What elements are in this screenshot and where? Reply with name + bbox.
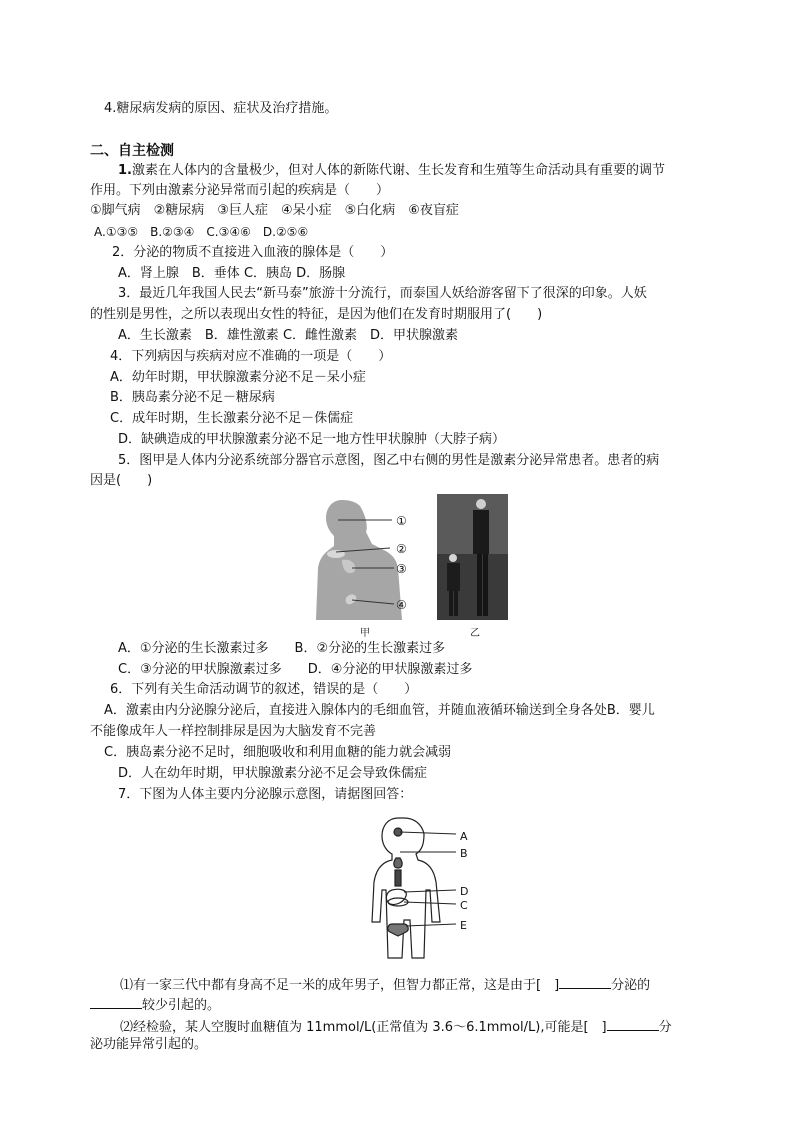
q6-option-a: A．激素由内分泌腺分泌后，直接进入腺体内的毛细血管，并随血液循环输送到全身各处B．婴儿 bbox=[104, 703, 655, 718]
q7-sub1-line1 bbox=[120, 974, 650, 995]
q1-stem-text: 激素在人体内的含量极少，但对人体的新陈代谢、生长发育和生殖等生命活动具有重要的调节 bbox=[131, 163, 665, 178]
q7-sub2-text-b: 分 bbox=[658, 1020, 672, 1035]
q7-sub1-text-c: 较少引起的。 bbox=[142, 998, 221, 1013]
q4-option-b: B．胰岛素分泌不足－糖尿病 bbox=[110, 390, 275, 405]
q7-figure-label-b: B bbox=[460, 847, 468, 860]
q5-figure-label-4: ④ bbox=[396, 598, 407, 612]
q5-options-cd: C．③分泌的甲状腺激素过多 D．④分泌的甲状腺激素过多 bbox=[118, 662, 473, 677]
q5-figure-label-3: ③ bbox=[396, 562, 407, 576]
q6-option-b-cont: 不能像成年人一样控制排尿是因为大脑发育不完善 bbox=[90, 724, 377, 739]
q2-options: A．肾上腺 B．垂体 C．胰岛 D．肠腺 bbox=[118, 266, 346, 281]
q5-stem-line2: 因是( ) bbox=[90, 473, 153, 488]
q7-sub1-text-a: ⑴有一家三代中都有身高不足一米的成年男子，但智力都正常，这是由于[ ] bbox=[120, 978, 560, 993]
q6-option-c: C．胰岛素分泌不足时，细胞吸收和利用血糖的能力就会减弱 bbox=[104, 745, 452, 760]
q1-stem-line1 bbox=[118, 162, 665, 180]
q7-figure-label-d: D bbox=[460, 885, 469, 898]
q7-sub2-text-a: ⑵经检验，某人空腹时血糖值为 11mmol/L(正常值为 3.6～6.1mmol/L),可能是[ ] bbox=[120, 1020, 607, 1035]
q2-stem: 2．分泌的物质不直接进入血液的腺体是（ ） bbox=[112, 245, 394, 260]
q4-option-c: C．成年时期，生长激素分泌不足－侏儒症 bbox=[110, 411, 354, 426]
q7-figure-label-e: E bbox=[460, 919, 467, 932]
q5-stem-line1: 5．图甲是人体内分泌系统部分器官示意图，图乙中右侧的男性是激素分泌异常患者。患者的病 bbox=[118, 453, 660, 468]
q1-number: 1. bbox=[118, 163, 132, 178]
q6-stem: 6．下列有关生命活动调节的叙述，错误的是（ ） bbox=[110, 682, 418, 697]
q7-sub2-blank[interactable] bbox=[607, 1016, 659, 1031]
giant-photo bbox=[437, 494, 508, 620]
q7-stem: 7．下图为人体主要内分泌腺示意图，请据图回答： bbox=[118, 787, 413, 802]
q7-figure-label-c: C bbox=[460, 899, 468, 912]
q7-sub2-line2: 泌功能异常引起的。 bbox=[90, 1037, 208, 1052]
q6-option-d: D．人在幼年时期，甲状腺激素分泌不足会导致侏儒症 bbox=[118, 766, 428, 781]
q5-caption-right: 乙 bbox=[470, 628, 480, 639]
q4-option-a: A．幼年时期，甲状腺激素分泌不足－呆小症 bbox=[110, 370, 366, 385]
q7-sub2-line1 bbox=[120, 1016, 672, 1037]
q5-options-ab: A．①分泌的生长激素过多 B．②分泌的生长激素过多 bbox=[118, 641, 446, 656]
q3-options: A．生长激素 B．雄性激素 C．雌性激素 D．甲状腺激素 bbox=[118, 328, 459, 343]
q3-stem-line1: 3．最近几年我国人民去“新马泰”旅游十分流行，而泰国人妖给游客留下了很深的印象。人妖 bbox=[118, 286, 647, 301]
q4-stem: 4．下列病因与疾病对应不准确的一项是（ ） bbox=[110, 349, 392, 364]
q7-sub1-blank-2[interactable] bbox=[90, 994, 142, 1009]
q1-diseases: ①脚气病 ②糖尿病 ③巨人症 ④呆小症 ⑤白化病 ⑥夜盲症 bbox=[90, 203, 459, 218]
q7-figure-label-a: A bbox=[460, 830, 468, 843]
q3-stem-line2: 的性别是男性，之所以表现出女性的特征，是因为他们在发育时期服用了( ) bbox=[90, 307, 543, 322]
intro-item: 4.糖尿病发病的原因、症状及治疗措施。 bbox=[104, 101, 338, 116]
q4-option-d: D．缺碘造成的甲状腺激素分泌不足一地方性甲状腺肿（大脖子病） bbox=[118, 432, 506, 447]
q1-options: A.①③⑤ B.②③④ C.③④⑥ D.②⑤⑥ bbox=[94, 225, 309, 239]
q1-stem-line2: 作用。下列由激素分泌异常而引起的疾病是（ ） bbox=[90, 183, 390, 198]
q7-sub1-line2 bbox=[90, 994, 220, 1015]
q5-caption-left: 甲 bbox=[360, 628, 370, 639]
q5-figure-label-2: ② bbox=[396, 542, 407, 556]
q5-figure-label-1: ① bbox=[396, 514, 407, 528]
section-title: 二、自主检测 bbox=[90, 143, 174, 159]
q7-sub1-blank-1[interactable] bbox=[559, 974, 611, 989]
q7-sub1-text-b: 分泌的 bbox=[611, 978, 651, 993]
